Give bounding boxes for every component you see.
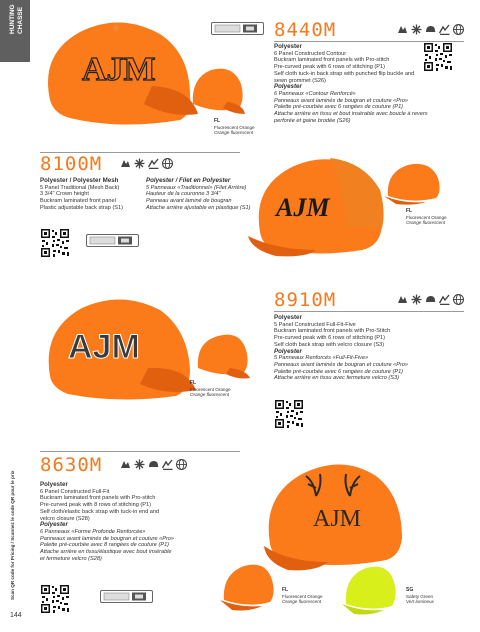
header-8100m [40,154,240,175]
header-8630m [40,455,240,476]
divider [274,311,464,312]
closure-image-8630m [100,590,154,609]
section-tab [0,0,30,62]
snowflake-icon [411,294,422,305]
page-number: 144 [10,612,22,619]
swatch-label-8100m: FL Fluorescent Orange Orange fluorescent [406,208,447,225]
logo-text-8630m: AJM [313,506,362,532]
snowflake-icon [411,24,422,35]
stitch-icon [439,24,450,35]
globe-icon [453,294,464,305]
cap-image-8100m [246,150,390,258]
feature-icons [120,158,173,169]
snowflake-icon [134,158,145,169]
decoration-icon [120,459,131,470]
description-8100m-fr: Polyester / Filet en Polyester 5 Panneaux «Traditionnel» (Filet Arrière) Hauteur de la couronne 3 3/4" Panneau avant laminé de bougran Attache arrière ajustable en plastique (S1) [146,177,251,211]
cap-swatch-8440m [189,64,245,116]
qr-code-8630m[interactable] [40,584,70,614]
feature-icons [397,24,464,35]
swatch-label-8910m: FL Fluorescent Orange Orange fluorescent [190,380,231,397]
swatch-label-8630m-orange: FL Fluorescent Orange Orange fluorescent [282,587,323,604]
closure-image-8440m [211,22,265,41]
cap-icon [425,294,436,305]
cap-swatch-8630m-orange [218,560,278,612]
divider [40,451,240,452]
description-8910m: Polyester 5 Panel Constructed Full-Fit-Five Buckram laminated front panels with Pro-Stitch Pre-curved peak with 6 rows of stitching (P1) Self cloth back strap with velcro closure (S3) Polyester 5 Panneaux Renforcés «Full-Fit-Five» Panneaux avant laminés de bougran et couture «Pro» Palette pré-courbée avec 6 rangées de couture (P1) Attache arrière en tissu avec fermeture velcro (S3) [274,314,409,382]
swatch-label-8630m-green: SG Safety Green Vert lumineux [406,587,434,604]
cap-swatch-8910m [194,330,250,380]
stitch-icon [439,294,450,305]
description-8100m-en: Polyester / Polyester Mesh 5 Panel Traditional (Mesh Back) 3 3/4" Crown height Buckram laminated front panel Plastic adjustable back strap (S1) [40,177,124,211]
closure-image-8100m [86,234,140,253]
decoration-icon [397,294,408,305]
cap-swatch-8100m [384,160,444,206]
description-8440m: Polyester 6 Panel Constructed Contour Buckram laminated front panels with Pro-stitch Pre-curved peak with 6 rows of stitching (P1) Self cloth tuck-in back strap with punched flip buckle and sewn grommet (S26) Polyester 6 Panneaux «Contour Renforcé» Panneaux avant laminés de bougran et couture «Pro» Palette pré-courbée avec 6 rangées de couture (P1) Attache arrière en tissu et bout insérable avec boucle à revers perforée et gaine brodée (S26) [274,43,428,124]
section-tab-label-en: HUNTING [9,4,16,34]
qr-pricing-note: Scan QR code for Pricing / Scannez le code QR pour le prix [10,470,15,600]
stitch-icon [162,459,173,470]
qr-code-8910m[interactable] [274,399,304,429]
model-number: 8630M [40,454,103,476]
logo-text-8910m: AJM [68,328,140,366]
stitch-icon [148,158,159,169]
cap-image-8910m [40,292,196,402]
cap-swatch-8630m-green [340,560,400,616]
cap-image-8440m [40,14,198,126]
globe-icon [176,459,187,470]
model-number: 8910M [274,289,337,311]
header-8910m [274,290,464,311]
decoration-icon [120,158,131,169]
decoration-icon [397,24,408,35]
cap-icon [148,459,159,470]
section-tab-label-fr: CHASSE [17,6,24,34]
globe-icon [453,24,464,35]
qr-code-8440m[interactable] [423,42,453,72]
cap-icon [425,24,436,35]
logo-text-8440m: AJM [82,51,156,88]
model-number: 8440M [274,19,337,41]
header-8440m [274,20,464,41]
globe-icon [162,158,173,169]
logo-text-8100m: AJM [276,193,330,222]
feature-icons [120,459,187,470]
qr-code-8100m[interactable] [40,228,70,258]
feature-icons [397,294,464,305]
swatch-label-8440m: FL Fluorescent Orange Orange fluorescent [214,118,255,135]
model-number: 8100M [40,153,103,175]
description-8630m: Polyester 6 Panel Constructed Full-Fit Buckram laminated front panels with Pro-stitch Pre-curved peak with 8 rows of stitching (P1) Self cloth/elastic back strap with tuck-in end and velcro closure (S28) Polyester 6 Panneaux «Forme Profonde Renforcée» Panneaux avant laminés de bougran et couture «Pro» Palette pré-courbée avec 8 rangées de couture (P1) Attache arrière en tissu/élastique avec bout insérable et fermeture velcro (S28) [40,481,175,562]
cap-image-8630m [258,452,408,574]
snowflake-icon [134,459,145,470]
